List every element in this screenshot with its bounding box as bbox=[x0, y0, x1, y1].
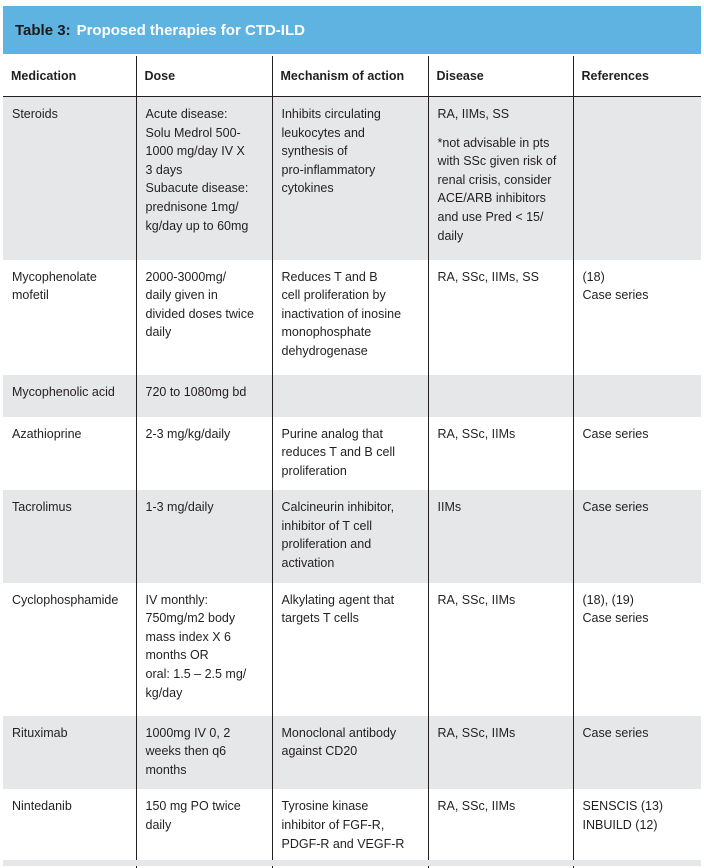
cell-dose-line: months bbox=[146, 761, 264, 780]
cell-medication bbox=[3, 490, 136, 582]
cell-medication bbox=[3, 583, 136, 716]
disease-note-line: *not advisable in pts bbox=[438, 134, 565, 153]
cell-mechanism-line: targets T cells bbox=[282, 609, 420, 628]
cell-references bbox=[573, 260, 701, 375]
cell-medication-line: Mycophenolate bbox=[12, 268, 128, 287]
cell-dose bbox=[136, 583, 272, 716]
cell-medication-line: Tacrolimus bbox=[12, 498, 128, 517]
cell-dose-line: oral: 1.5 – 2.5 mg/ bbox=[146, 665, 264, 684]
cell-mechanism bbox=[272, 97, 428, 260]
cell-medication bbox=[3, 97, 136, 260]
cell-mechanism-line: inactivation of inosine bbox=[282, 305, 420, 324]
disease-note-line: with SSc given risk of bbox=[438, 152, 565, 171]
table-title-bar bbox=[3, 6, 701, 54]
cell-medication bbox=[3, 417, 136, 491]
header-references: References bbox=[573, 56, 701, 97]
cell-references-line: Case series bbox=[583, 609, 694, 628]
cell-dose bbox=[136, 97, 272, 260]
cell-references-line: Case series bbox=[583, 724, 694, 743]
cell-dose bbox=[136, 716, 272, 790]
cell-disease-line: RA, SSc, IIMs bbox=[438, 425, 565, 444]
cell-mechanism-line: leukocytes and bbox=[282, 124, 420, 143]
cell-dose-line: Subacute disease: bbox=[146, 179, 264, 198]
cell-dose-line: kg/day up to 60mg bbox=[146, 217, 264, 236]
cell-dose-line: IV monthly: bbox=[146, 591, 264, 610]
cell-disease bbox=[428, 583, 573, 716]
cell-dose-line: 750mg/m2 body bbox=[146, 609, 264, 628]
disease-note-line: daily bbox=[438, 227, 565, 246]
table-row bbox=[3, 583, 701, 716]
header-row bbox=[3, 56, 701, 97]
cell-dose-line: divided doses twice bbox=[146, 305, 264, 324]
cell-dose bbox=[136, 417, 272, 491]
header-medication: Medication bbox=[3, 56, 136, 97]
cell-dose-line: daily given in bbox=[146, 286, 264, 305]
cell-dose-line: kg/day bbox=[146, 684, 264, 703]
cell-disease bbox=[428, 417, 573, 491]
cell-references bbox=[573, 716, 701, 790]
cell-mechanism bbox=[272, 375, 428, 417]
cell-references bbox=[573, 583, 701, 716]
cell-mechanism-line: proliferation bbox=[282, 462, 420, 481]
cell-mechanism-line: proliferation and bbox=[282, 535, 420, 554]
header-mechanism: Mechanism of action bbox=[272, 56, 428, 97]
cell-references-line: Case series bbox=[583, 425, 694, 444]
cell-references bbox=[573, 375, 701, 417]
cell-mechanism-line: against CD20 bbox=[282, 742, 420, 761]
disease-note-line: and use Pred < 15/ bbox=[438, 208, 565, 227]
cell-dose bbox=[136, 260, 272, 375]
cell-disease-line: RA, SSc, IIMs bbox=[438, 724, 565, 743]
therapies-table bbox=[3, 56, 701, 868]
cell-references-line: INBUILD (12) bbox=[583, 816, 694, 835]
cell-mechanism bbox=[272, 417, 428, 491]
cell-references bbox=[573, 417, 701, 491]
disease-note-line: ACE/ARB inhibitors bbox=[438, 189, 565, 208]
cell-dose-line: mass index X 6 bbox=[146, 628, 264, 647]
header-disease: Disease bbox=[428, 56, 573, 97]
cell-dose-line: 1-3 mg/daily bbox=[146, 498, 264, 517]
cell-dose-line: 3 days bbox=[146, 161, 264, 180]
table-body bbox=[3, 97, 701, 868]
table-title-prefix: Table 3: bbox=[15, 22, 71, 39]
cell-mechanism-line: pro-inflammatory bbox=[282, 161, 420, 180]
table-row bbox=[3, 789, 701, 868]
table-row bbox=[3, 260, 701, 375]
cell-mechanism-line: Purine analog that bbox=[282, 425, 420, 444]
cell-mechanism-line: Alkylating agent that bbox=[282, 591, 420, 610]
cell-dose-line: daily bbox=[146, 323, 264, 342]
cell-dose-line: 150 mg PO twice bbox=[146, 797, 264, 816]
cell-dose bbox=[136, 490, 272, 582]
cell-dose-line: 2000-3000mg/ bbox=[146, 268, 264, 287]
cell-references-line: (18) bbox=[583, 268, 694, 287]
cell-mechanism-line: dehydrogenase bbox=[282, 342, 420, 361]
cell-disease bbox=[428, 97, 573, 260]
cell-mechanism-line: cell proliferation by bbox=[282, 286, 420, 305]
note-gap bbox=[438, 124, 565, 134]
cell-mechanism-line: cytokines bbox=[282, 179, 420, 198]
cell-dose-line: Solu Medrol 500- bbox=[146, 124, 264, 143]
cell-medication-line: Steroids bbox=[12, 105, 128, 124]
table-header bbox=[3, 56, 701, 97]
cell-references bbox=[573, 97, 701, 260]
cell-medication bbox=[3, 716, 136, 790]
cell-disease bbox=[428, 789, 573, 868]
cell-mechanism bbox=[272, 583, 428, 716]
cell-mechanism-line: Monoclonal antibody bbox=[282, 724, 420, 743]
table-bottom-bar bbox=[3, 860, 701, 866]
cell-medication-line: Cyclophosphamide bbox=[12, 591, 128, 610]
cell-medication bbox=[3, 375, 136, 417]
cell-medication-line: mofetil bbox=[12, 286, 128, 305]
cell-references-line: Case series bbox=[583, 286, 694, 305]
disease-note-line: renal crisis, consider bbox=[438, 171, 565, 190]
cell-medication-line: Azathioprine bbox=[12, 425, 128, 444]
cell-references-line: (18), (19) bbox=[583, 591, 694, 610]
cell-mechanism-line: monophosphate bbox=[282, 323, 420, 342]
cell-disease-line: RA, IIMs, SS bbox=[438, 105, 565, 124]
cell-dose-line: prednisone 1mg/ bbox=[146, 198, 264, 217]
cell-mechanism-line: Reduces T and B bbox=[282, 268, 420, 287]
cell-references bbox=[573, 490, 701, 582]
cell-disease-line: RA, SSc, IIMs bbox=[438, 797, 565, 816]
cell-disease bbox=[428, 716, 573, 790]
cell-disease bbox=[428, 375, 573, 417]
cell-mechanism-line: Tyrosine kinase bbox=[282, 797, 420, 816]
cell-references-line: Case series bbox=[583, 498, 694, 517]
table-row bbox=[3, 97, 701, 260]
cell-dose-line: months OR bbox=[146, 646, 264, 665]
cell-mechanism bbox=[272, 789, 428, 868]
cell-mechanism-line: reduces T and B cell bbox=[282, 443, 420, 462]
cell-dose bbox=[136, 375, 272, 417]
table-row bbox=[3, 716, 701, 790]
cell-dose-line: 720 to 1080mg bd bbox=[146, 383, 264, 402]
cell-disease bbox=[428, 490, 573, 582]
cell-mechanism-line: inhibitor of T cell bbox=[282, 517, 420, 536]
cell-mechanism-line: inhibitor of FGF-R, bbox=[282, 816, 420, 835]
cell-references bbox=[573, 789, 701, 868]
cell-mechanism bbox=[272, 260, 428, 375]
cell-dose-line: daily bbox=[146, 816, 264, 835]
cell-mechanism-line: PDGF-R and VEGF-R bbox=[282, 835, 420, 854]
cell-dose-line: Acute disease: bbox=[146, 105, 264, 124]
cell-medication-line: Rituximab bbox=[12, 724, 128, 743]
cell-mechanism-line: activation bbox=[282, 554, 420, 573]
cell-disease bbox=[428, 260, 573, 375]
table-row bbox=[3, 490, 701, 582]
cell-medication bbox=[3, 789, 136, 868]
cell-disease-line: RA, SSc, IIMs bbox=[438, 591, 565, 610]
cell-dose-line: 1000mg IV 0, 2 bbox=[146, 724, 264, 743]
cell-medication bbox=[3, 260, 136, 375]
cell-mechanism-line: Calcineurin inhibitor, bbox=[282, 498, 420, 517]
cell-dose-line: 2-3 mg/kg/daily bbox=[146, 425, 264, 444]
cell-mechanism-line: Inhibits circulating bbox=[282, 105, 420, 124]
cell-disease-line: IIMs bbox=[438, 498, 565, 517]
cell-mechanism bbox=[272, 490, 428, 582]
cell-references-line: SENSCIS (13) bbox=[583, 797, 694, 816]
cell-medication-line: Mycophenolic acid bbox=[12, 383, 128, 402]
cell-medication-line: Nintedanib bbox=[12, 797, 128, 816]
cell-dose bbox=[136, 789, 272, 868]
cell-disease-line: RA, SSc, IIMs, SS bbox=[438, 268, 565, 287]
cell-dose-line: weeks then q6 bbox=[146, 742, 264, 761]
table-row bbox=[3, 417, 701, 491]
cell-mechanism bbox=[272, 716, 428, 790]
cell-mechanism-line: synthesis of bbox=[282, 142, 420, 161]
table-row bbox=[3, 375, 701, 417]
cell-dose-line: 1000 mg/day IV X bbox=[146, 142, 264, 161]
header-dose: Dose bbox=[136, 56, 272, 97]
table-title: Proposed therapies for CTD-ILD bbox=[77, 22, 305, 39]
